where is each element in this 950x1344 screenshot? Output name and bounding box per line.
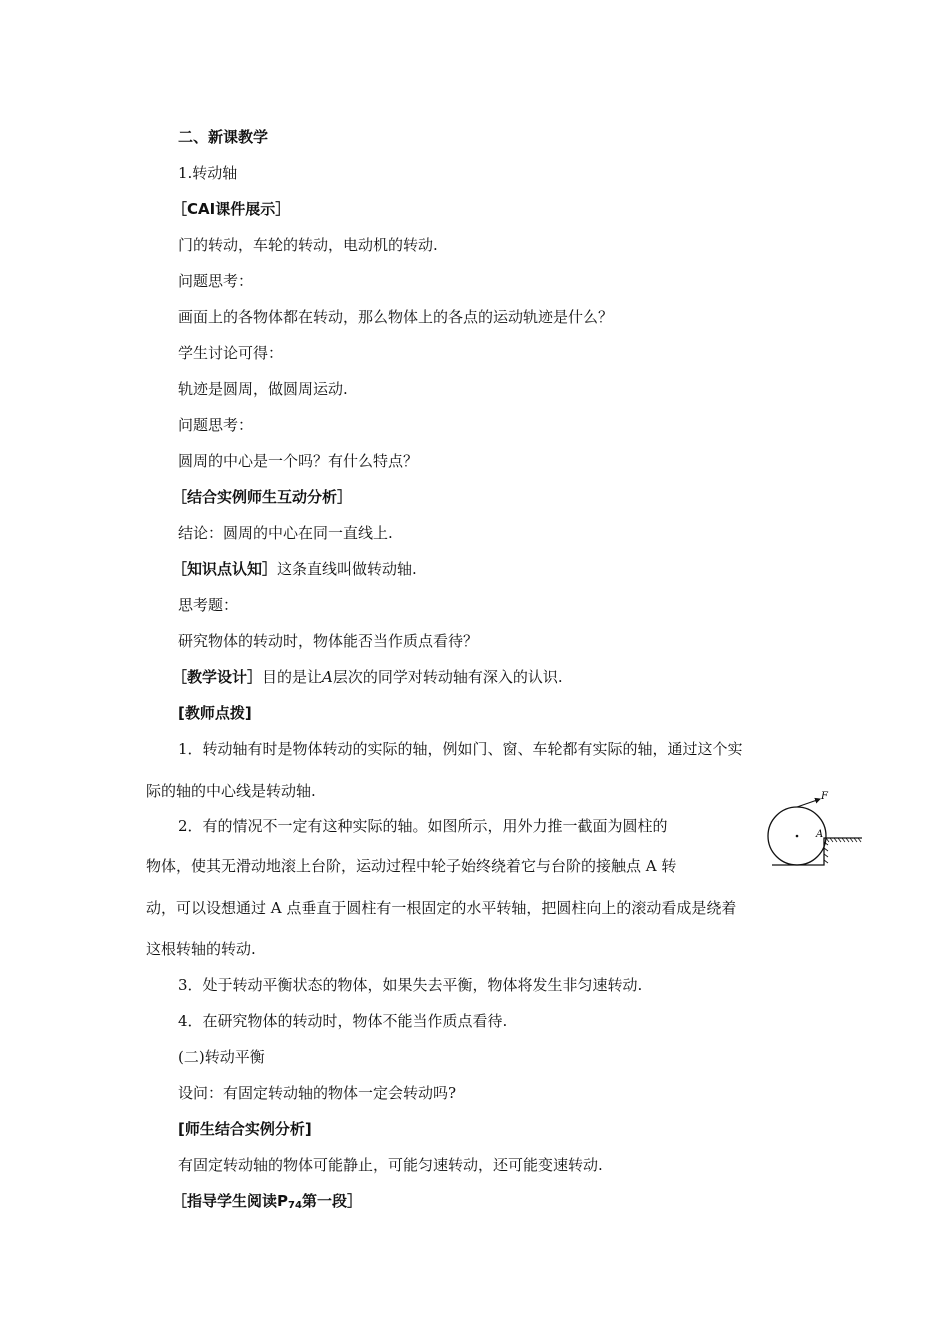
text-line: 有固定转动轴的物体可能静止，可能匀速转动，还可能变速转动. <box>178 1156 603 1174</box>
text-line: 门的转动，车轮的转动，电动机的转动. <box>178 236 438 254</box>
bracket-heading-joint: [师生结合实例分析] <box>178 1120 312 1138</box>
text-line: 学生讨论可得： <box>178 344 284 362</box>
text-span: P <box>277 1192 289 1210</box>
text-line: (二)转动平衡 <box>178 1048 265 1066</box>
step-hatching <box>824 838 861 863</box>
text-line: 画面上的各物体都在转动，那么物体上的各点的运动轨迹是什么？ <box>178 308 614 326</box>
bracket-heading-reading <box>172 1191 362 1216</box>
text-line: 研究物体的转动时，物体能否当作质点看待？ <box>178 632 479 650</box>
force-label: F <box>821 791 828 802</box>
bracket-heading-knowledge: ［知识点认知］ <box>172 560 278 578</box>
text-span: 层次的同学对转动轴有深入的认识. <box>332 668 563 686</box>
text-line: 结论：圆周的中心在同一直线上. <box>178 524 393 542</box>
subsection-title: 1.转动轴 <box>178 164 238 182</box>
text-line: 圆周的中心是一个吗？有什么特点？ <box>178 452 419 470</box>
bracket-heading-analysis: ［结合实例师生互动分析］ <box>172 488 353 506</box>
section-heading: 二、新课教学 <box>178 128 269 146</box>
text-line: 问题思考： <box>178 416 254 434</box>
text-line: 这根转轴的转动. <box>146 940 256 958</box>
point-label: A <box>816 829 824 840</box>
text-line: 2．有的情况不一定有这种实际的轴。如图所示，用外力推一截面为圆柱的 <box>178 817 668 835</box>
bracket-heading-teacher: [教师点拨] <box>178 704 252 722</box>
text-line: 动，可以设想通过 A 点垂直于圆柱有一根固定的水平转轴，把圆柱向上的滚动看成是绕着 <box>146 899 737 917</box>
italic-letter: A <box>322 668 333 686</box>
text-line <box>172 559 417 579</box>
page-subscript: 74 <box>288 1200 302 1211</box>
text-line <box>172 667 563 687</box>
cylinder-center-dot <box>796 835 799 838</box>
force-arrow <box>797 799 820 807</box>
text-line: 1．转动轴有时是物体转动的实际的轴，例如门、窗、车轮都有实际的轴，通过这个实 <box>178 740 743 758</box>
bracket-heading-cai: ［CAI课件展示］ <box>172 200 291 218</box>
text-line: 物体，使其无滑动地滚上台阶，运动过程中轮子始终绕着它与台阶的接触点 A 转 <box>146 857 677 875</box>
step-outline <box>772 838 862 865</box>
bracket-heading-design: ［教学设计］ <box>172 668 263 686</box>
text-line: 3．处于转动平衡状态的物体，如果失去平衡，物体将发生非匀速转动. <box>178 976 643 994</box>
text-span: 目的是让 <box>262 668 323 686</box>
text-line: 4．在研究物体的转动时，物体不能当作质点看待. <box>178 1012 508 1030</box>
text-line: 轨迹是圆周，做圆周运动. <box>178 380 348 398</box>
text-line: 际的轴的中心线是转动轴. <box>146 782 316 800</box>
text-span: 第一段］ <box>301 1192 362 1210</box>
text-span: ［指导学生阅读 <box>172 1192 278 1210</box>
text-line: 设问：有固定转动轴的物体一定会转动吗? <box>178 1084 457 1102</box>
text-line: 问题思考： <box>178 272 254 290</box>
text-span: 这条直线叫做转动轴. <box>277 560 417 578</box>
rolling-cylinder-figure <box>762 786 866 870</box>
text-line: 思考题： <box>178 596 239 614</box>
